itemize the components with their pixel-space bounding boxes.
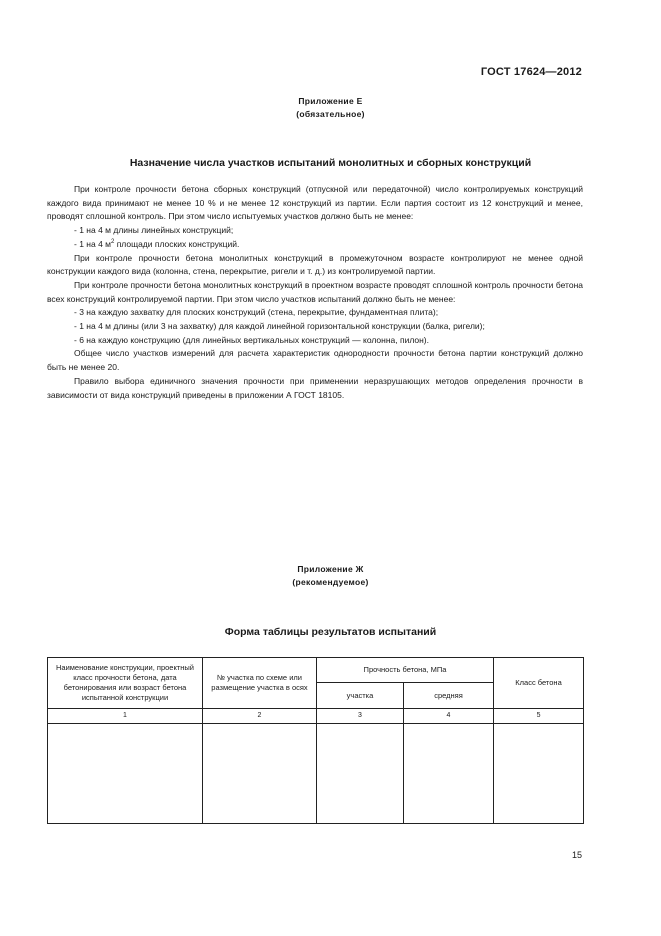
table-cell (404, 724, 494, 824)
annex-e-list-item-3: - 3 на каждую захватку для плоских конструкций (стена, перекрытие, фундаментная плита); (74, 307, 439, 318)
header-construction-name: Наименование конструкции, проектный класс прочности бетона, дата бетонирования или возраст бетона испытанной конструкции (48, 658, 203, 709)
annex-e-list-item-2 (47, 238, 583, 252)
annex-e-heading (0, 95, 661, 121)
page-number: 15 (571, 850, 582, 860)
table-cell (48, 724, 203, 824)
annex-e-title: Назначение числа участков испытаний монолитных и сборных конструкций (129, 157, 532, 169)
annex-zh-label: Приложение Ж (297, 564, 364, 574)
item2-prefix: - 1 на 4 м (74, 238, 111, 249)
header-section-strength: участка (317, 683, 404, 709)
header-average-strength: средняя (404, 683, 494, 709)
annex-e-list-item-4: - 1 на 4 м длины (или 3 на захватку) для каждой линейной горизонтальной конструкции (балка, ригели); (74, 321, 485, 332)
item2-suffix: площади плоских конструкций. (114, 238, 240, 249)
header-strength-group: Прочность бетона, МПа (317, 658, 494, 683)
table-cell (317, 724, 404, 824)
annex-e-paragraph-3: При контроле прочности бетона монолитных конструкций в проектном возрасте проводят сплошной контроль прочности бетона всех конструкций контролируемой партии. При этом число участков испытаний должно быть не менее: (47, 279, 583, 304)
annex-e-paragraph-5: Правило выбора единичного значения прочности при применении неразрушающих методов определения прочности в зависимости от вида конструкций приведены в приложении А ГОСТ 18105. (47, 375, 583, 400)
table-row (48, 724, 584, 824)
column-number: 4 (404, 709, 494, 724)
annex-e-status: (обязательное) (296, 109, 365, 119)
annex-e-label: Приложение Е (298, 96, 363, 106)
annex-zh-title: Форма таблицы результатов испытаний (224, 626, 437, 638)
item2-superscript: 2 (111, 238, 115, 245)
column-number: 2 (203, 709, 317, 724)
annex-e-list-item-5: - 6 на каждую конструкцию (для линейных вертикальных конструкций — колонна, пилон). (74, 334, 429, 345)
annex-e-paragraph-2: При контроле прочности бетона монолитных конструкций в промежуточном возрасте контролируют не менее одной конструкции каждого вида (колонна, стена, перекрытие, ригели и т. д.) из контролируемой партии. (47, 252, 583, 277)
table-cell (203, 724, 317, 824)
results-table (47, 657, 584, 824)
annex-e-list-item-1: - 1 на 4 м длины линейных конструкций; (74, 225, 234, 236)
column-number: 3 (317, 709, 404, 724)
column-number: 1 (48, 709, 203, 724)
annex-zh-status: (рекомендуемое) (292, 577, 369, 587)
table-cell (494, 724, 584, 824)
header-concrete-class: Класс бетона (494, 658, 584, 709)
column-number: 5 (494, 709, 584, 724)
annex-e-paragraph-1: При контроле прочности бетона сборных конструкций (отпускной или передаточной) число контролируемых конструкций каждого вида принимают не менее 10 % и не менее 12 конструкций из партии. Если партия состоит из 12 конструкций и менее, проводят сплошной контроль. При этом число испытуемых участков должно быть не менее: (47, 184, 583, 222)
annex-e-body (47, 183, 583, 402)
table-header-row (48, 658, 584, 683)
document-standard-header: ГОСТ 17624—2012 (480, 66, 582, 78)
annex-e-paragraph-4: Общее число участков измерений для расчета характеристик однородности прочности бетона партии конструкций должно быть не менее 20. (47, 348, 583, 373)
header-section-number: № участка по схеме или размещение участка в осях (203, 658, 317, 709)
annex-zh-heading (0, 563, 661, 589)
column-number-row (48, 709, 584, 724)
